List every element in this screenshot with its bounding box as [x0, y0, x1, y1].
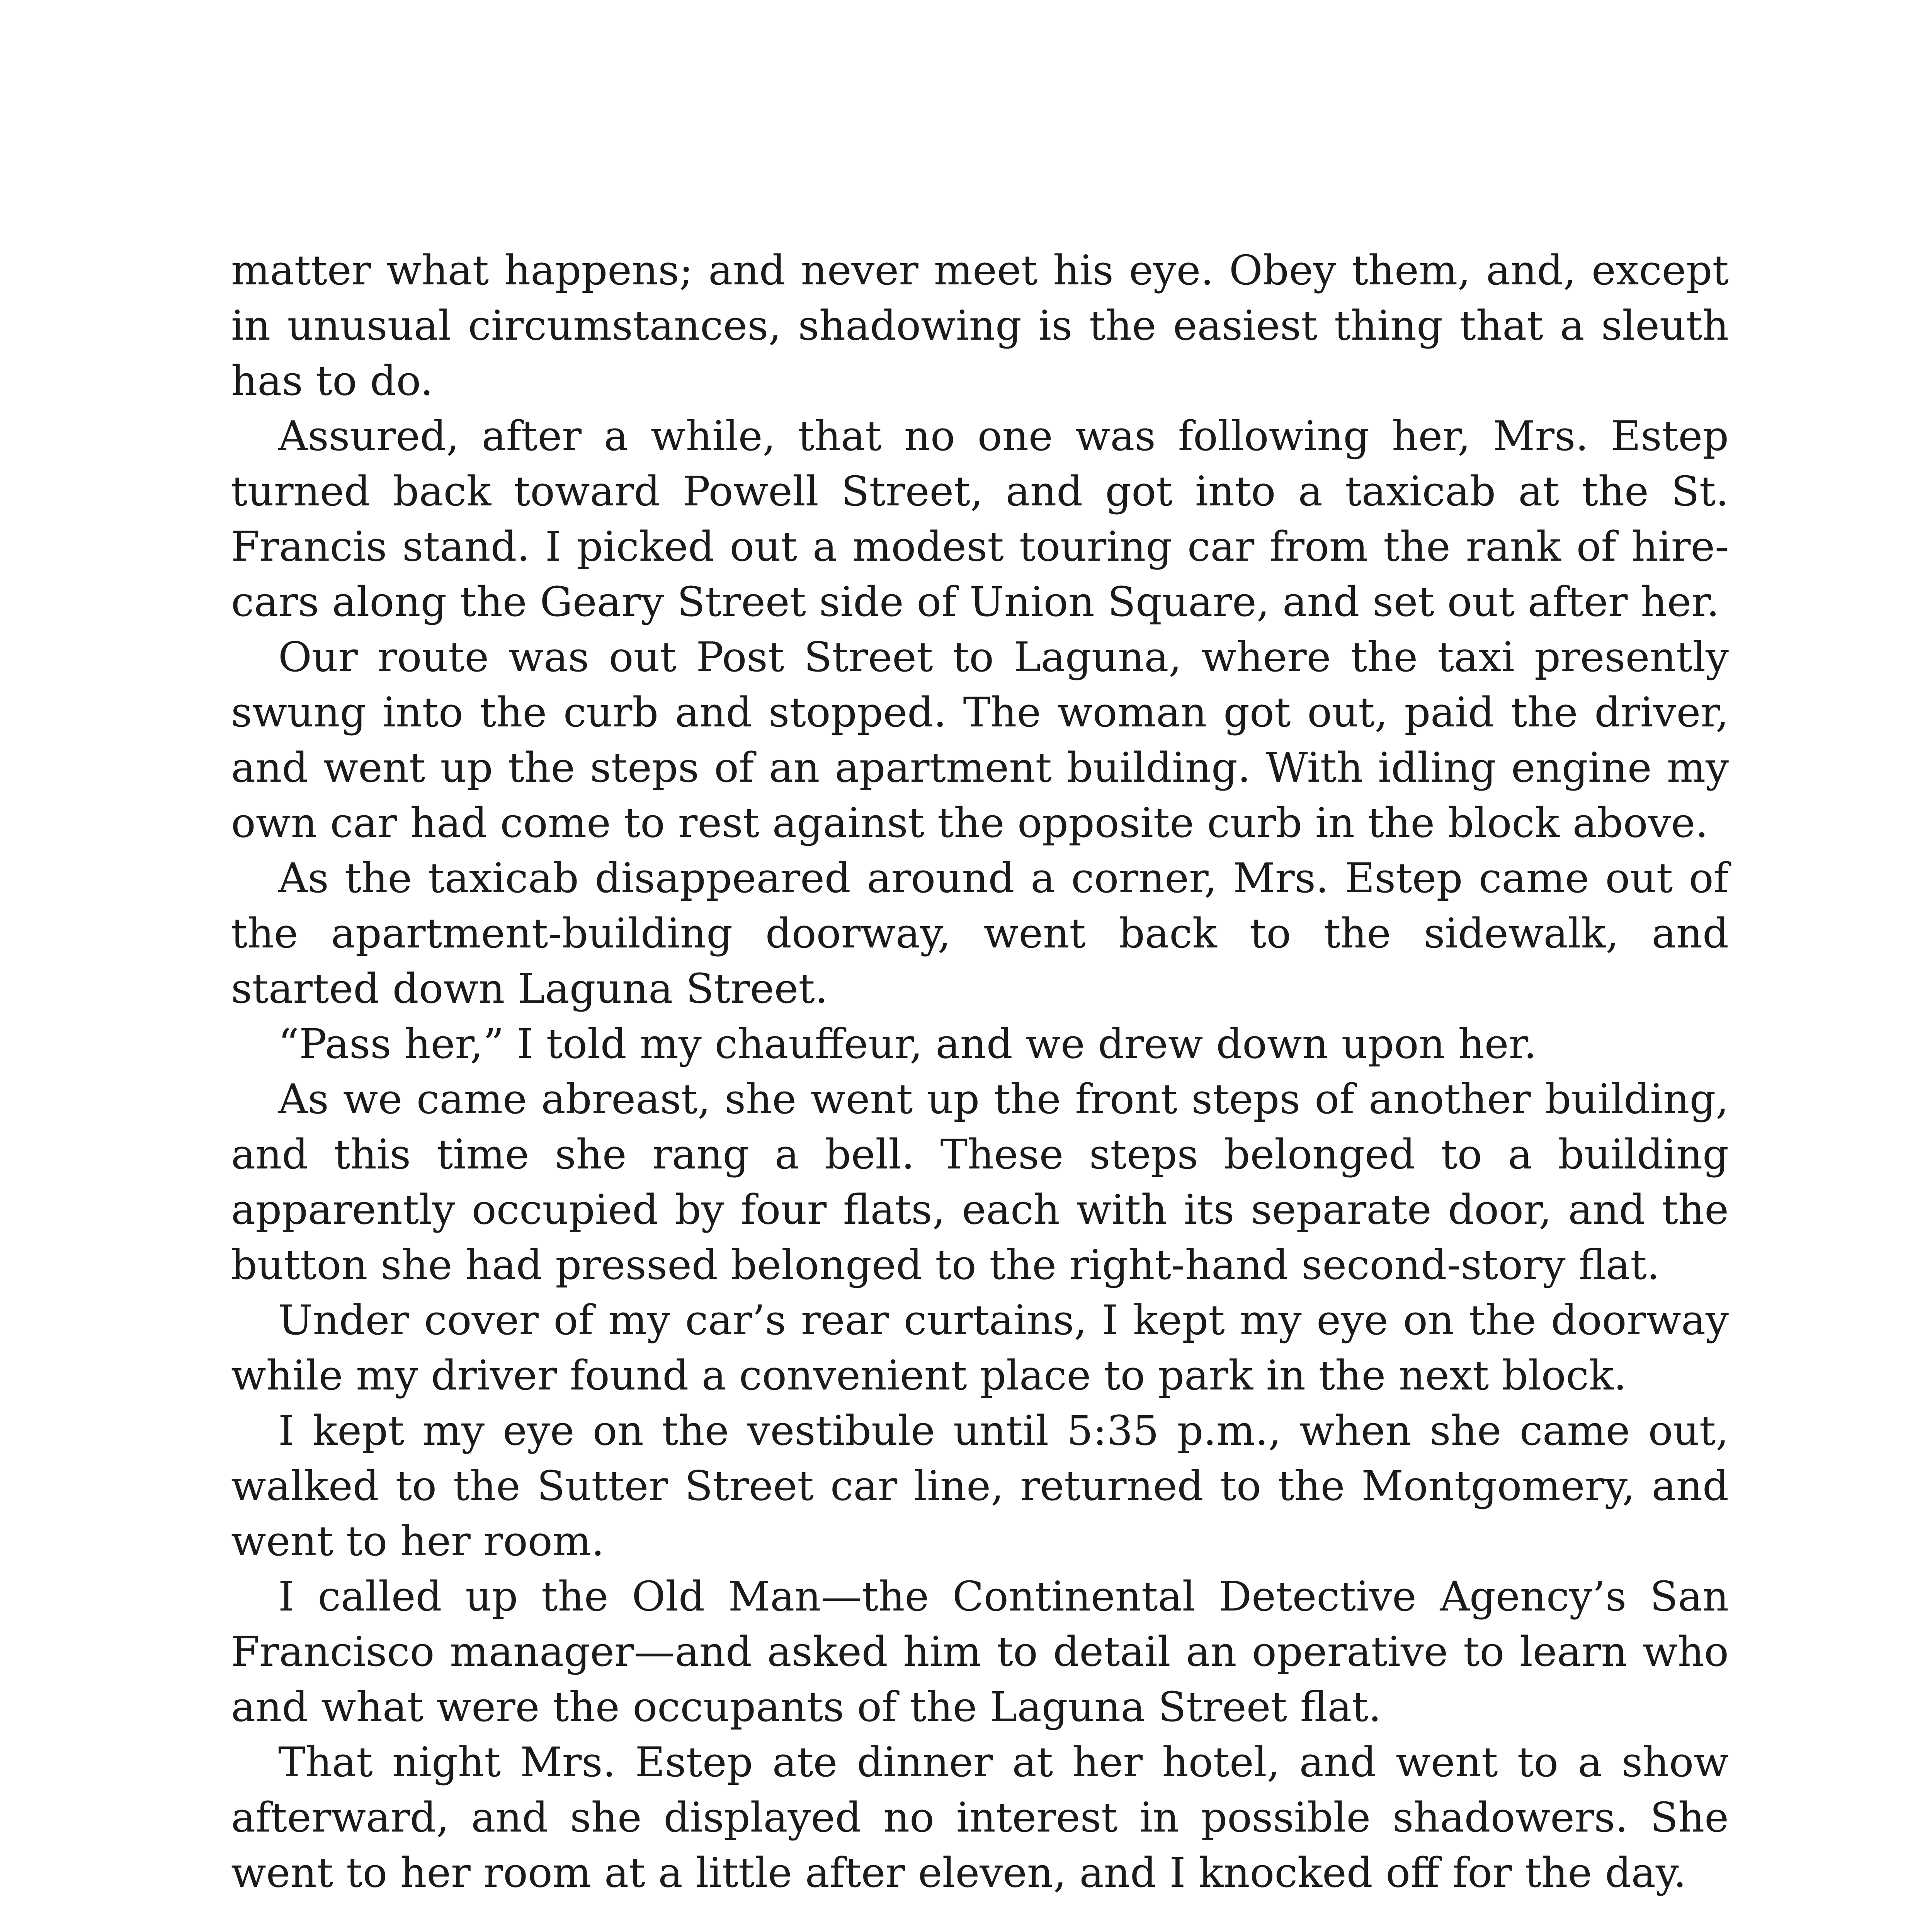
- body-text: [231, 243, 1729, 1900]
- paragraph-9: I called up the Old Man—the Continental Detective Agency’s San Francisco manager—and asked him to detail an operative to learn who and what were the occupants of the Laguna Street flat.: [231, 1573, 1729, 1731]
- paragraph-3: Our route was out Post Street to Laguna, where the taxi presently swung into the curb and stopped. The woman got out, paid the driver, and went up the steps of an apartment building. With idling engine my own car had come to rest against the opposite curb in the block above.: [231, 633, 1729, 847]
- paragraph-2: Assured, after a while, that no one was following her, Mrs. Estep turned back toward Powell Street, and got into a taxicab at the St. Francis stand. I picked out a modest touring car from the rank of hire-cars along the Geary Street side of Union Square, and set out after her.: [231, 412, 1729, 626]
- paragraph-5: “Pass her,” I told my chauffeur, and we drew down upon her.: [278, 1020, 1537, 1068]
- paragraph-6: As we came abreast, she went up the front steps of another building, and this time she rang a bell. These steps belonged to a building apparently occupied by four flats, each with its separate door, and the button she had pressed belonged to the right-hand second-story flat.: [231, 1075, 1729, 1289]
- paragraph-8: I kept my eye on the vestibule until 5:35 p.m., when she came out, walked to the Sutter Street car line, returned to the Montgomery, and went to her room.: [231, 1407, 1729, 1565]
- paragraph-10: That night Mrs. Estep ate dinner at her hotel, and went to a show afterward, and she displayed no interest in possible shadowers. She went to her room at a little after eleven, and I knocked off for the day.: [231, 1738, 1729, 1896]
- paragraph-4: As the taxicab disappeared around a corner, Mrs. Estep came out of the apartment-building doorway, went back to the sidewalk, and started down Laguna Street.: [231, 854, 1729, 1012]
- paragraph-7: Under cover of my car’s rear curtains, I kept my eye on the doorway while my driver found a convenient place to park in the next block.: [231, 1296, 1729, 1399]
- paragraph-1: matter what happens; and never meet his eye. Obey them, and, except in unusual circumstances, shadowing is the easiest thing that a sleuth has to do.: [231, 247, 1729, 405]
